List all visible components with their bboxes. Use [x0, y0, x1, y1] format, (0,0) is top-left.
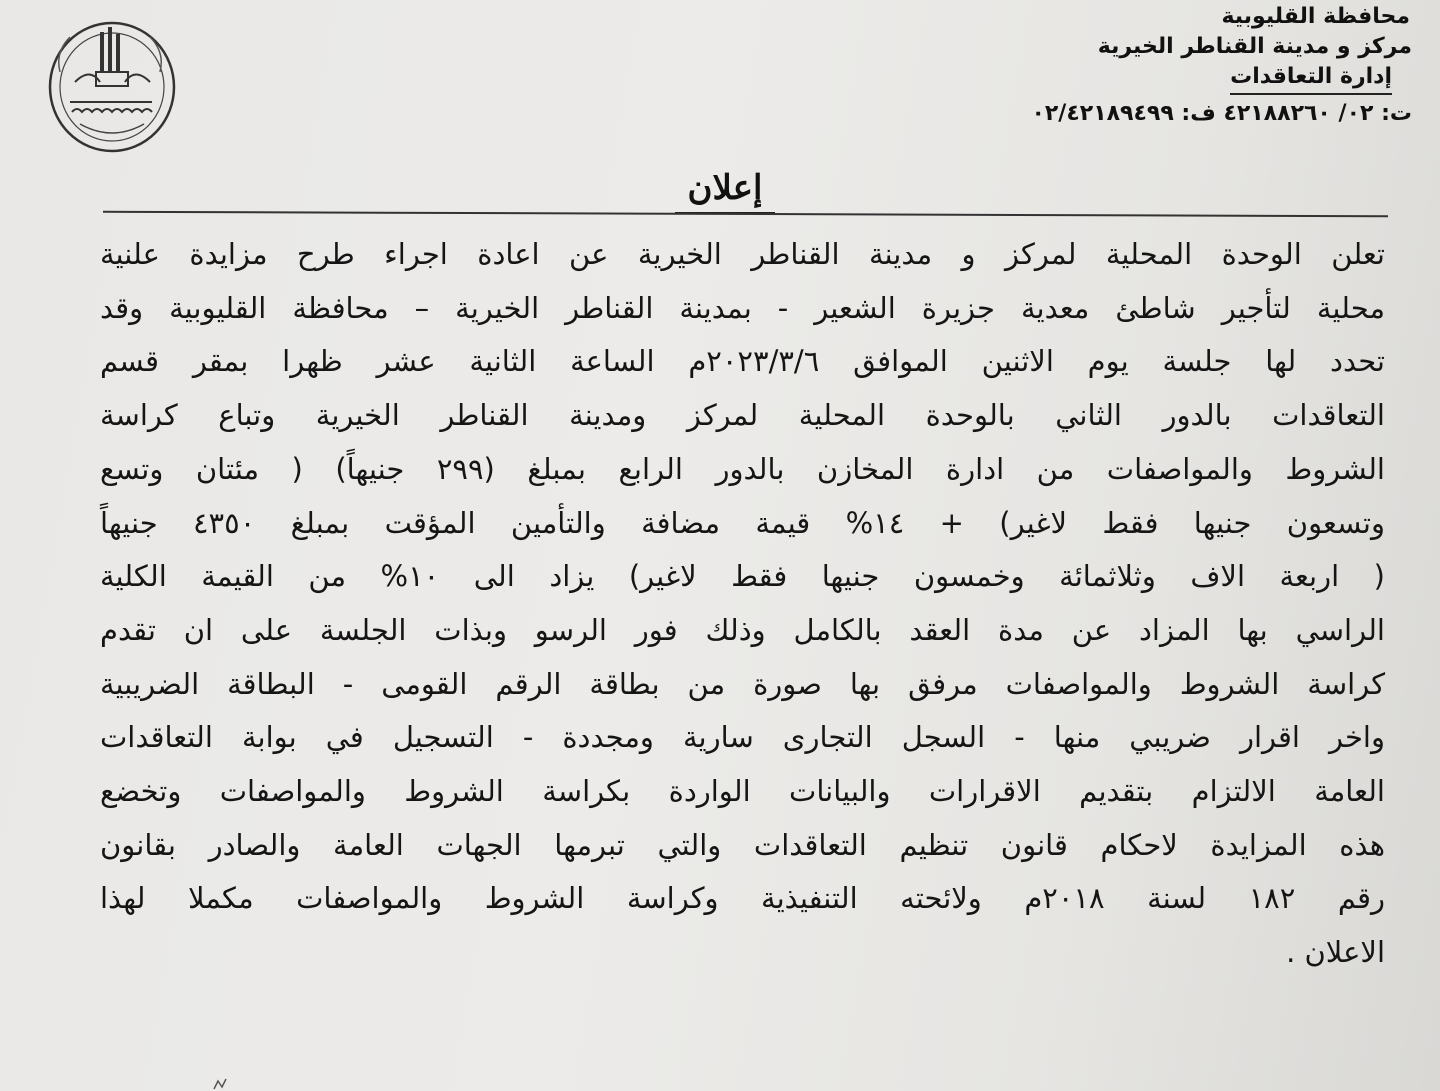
body-line: واخر اقرار ضريبي منها - السجل التجارى سارية ومجددة - التسجيل في بوابة التعاقدات — [100, 720, 1385, 755]
center-name: مركز و مدينة القناطر الخيرية — [1097, 34, 1412, 59]
department-name: إدارة التعاقدات — [1230, 62, 1392, 95]
body-line: رقم ١٨٢ لسنة ٢٠١٨م ولائحته التنفيذية وكراسة الشروط والمواصفات مكملا لهذا — [100, 881, 1386, 916]
body-line: تعلن الوحدة المحلية لمركز و مدينة القناطر الخيرية عن اعادة اجراء طرح مزايدة علنية — [100, 237, 1385, 271]
official-seal-icon — [40, 12, 180, 157]
governorate-name: محافظة القليوبية — [1221, 4, 1410, 29]
body-line: التعاقدات بالدور الثاني بالوحدة المحلية لمركز ومدينة القناطر الخيرية وتباع كراسة — [100, 398, 1385, 433]
body-line: الشروط والمواصفات من ادارة المخازن بالدور الرابع بمبلغ (٢٩٩ جنيهاً) ( مئتان وتسع — [100, 451, 1385, 486]
body-line: وتسعون جنيها فقط لاغير) + ١٤% قيمة مضافة والتأمين المؤقت بمبلغ ٤٣٥٠ جنيهاً — [100, 505, 1385, 540]
body-line: تحدد لها جلسة يوم الاثنين الموافق ٢٠٢٣/٣/٦م الساعة الثانية عشر ظهرا بمقر قسم — [100, 344, 1385, 379]
letterhead — [652, 2, 1412, 129]
body-line: هذه المزايدة لاحكام قانون تنظيم التعاقدات والتي تبرمها الجهات العامة والصادر بقانون — [100, 827, 1385, 862]
body-line: كراسة الشروط والمواصفات مرفق بها صورة من بطاقة الرقم القومى - البطاقة الضريبية — [100, 666, 1385, 701]
body-line: العامة الالتزام بتقديم الاقرارات والبيانات الواردة بكراسة الشروط والمواصفات وتخضع — [100, 774, 1385, 809]
announcement-body — [100, 228, 1385, 980]
body-line: الاعلان . — [1286, 935, 1385, 970]
announcement-title: إعلان — [687, 168, 763, 208]
ink-mark-icon — [210, 1075, 234, 1091]
body-line: محلية لتأجير شاطئ معدية جزيرة الشعير - بمدينة القناطر الخيرية – محافظة القليوبية وقد — [100, 290, 1385, 325]
contact-numbers: ت: ٠٢/ ٤٢١٨٨٢٦٠ ف: ٠٢/٤٢١٨٩٤٩٩ — [1031, 101, 1412, 126]
body-line: الراسي بها المزاد عن مدة العقد بالكامل وذلك فور الرسو وبذات الجلسة على ان تقدم — [100, 612, 1385, 647]
body-line: ( اربعة الاف وثلاثمائة وخمسون جنيها فقط لاغير) يزاد الى ١٠% من القيمة الكلية — [100, 559, 1385, 594]
